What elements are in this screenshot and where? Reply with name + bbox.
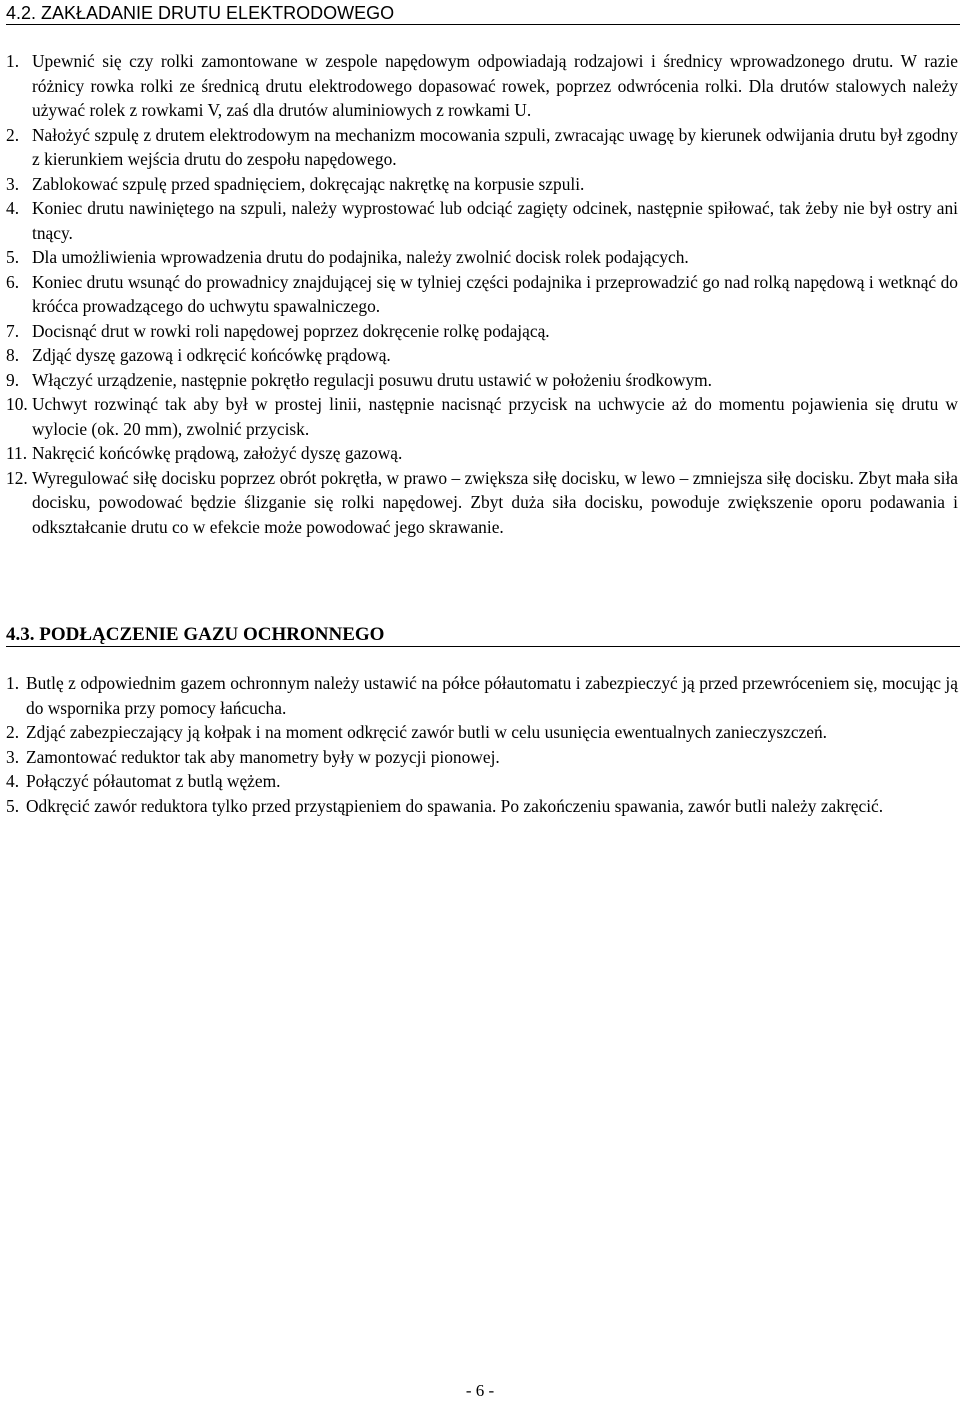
item-number: 12. xyxy=(6,467,28,488)
item-text: Nałożyć szpulę z drutem elektrodowym na mechanizm mocowania szpuli, zwracając uwagę by kierunek odwijania drutu był zgodny z kierunkiem wejścia drutu do zespołu napędowego. xyxy=(32,124,958,169)
item-number: 11. xyxy=(6,443,28,463)
section-title-wire-loading: 4.2. ZAKŁADANIE DRUTU ELEKTRODOWEGO xyxy=(6,2,960,25)
list-item xyxy=(0,671,960,720)
item-text: Upewnić się czy rolki zamontowane w zespole napędowym odpowiadają rodzajowi i średnicy wprowadzonego drutu. W razie różnicy rowka rolki ze średnicą drutu elektrodowego dopasować rowek, poprzez odwrócenia rolki. Dla drutów stalowych należy używać rolek z rowkami V, zaś dla drutów aluminiowych z rowkami U. xyxy=(32,51,958,120)
item-number: 2. xyxy=(6,722,20,742)
list-item xyxy=(0,196,960,245)
item-number: 5. xyxy=(6,247,20,267)
item-text: Butlę z odpowiednim gazem ochronnym należy ustawić na półce półautomatu i zabezpieczyć ją przed przewróceniem się, mocując ją do wspornika przy pomocy łańcucha. xyxy=(26,673,958,718)
item-number: 4. xyxy=(6,771,20,791)
page-number: - 6 - xyxy=(465,1381,495,1400)
item-text: Zablokować szpulę przed spadnięciem, dokręcając nakrętkę na korpusie szpuli. xyxy=(32,173,585,194)
shielding-gas-steps xyxy=(0,671,960,818)
item-text: Koniec drutu nawiniętego na szpuli, należy wyprostować lub odciąć zagięty odcinek, następnie spiłować, tak żeby nie był ostry ani tnący. xyxy=(32,198,958,243)
item-text: Połączyć półautomat z butlą wężem. xyxy=(26,771,281,791)
item-text: Włączyć urządzenie, następnie pokrętło regulacji posuwu drutu ustawić w położeniu środkowym. xyxy=(32,369,712,390)
item-text: Odkręcić zawór reduktora tylko przed przystąpieniem do spawania. Po zakończeniu spawania, zawór butli należy zakręcić. xyxy=(26,795,884,816)
list-item xyxy=(0,720,960,745)
item-text: Docisnąć drut w rowki roli napędowej poprzez dokręcenie rolkę podającą. xyxy=(32,320,550,341)
section-title-shielding-gas: 4.3. PODŁĄCZENIE GAZU OCHRONNEGO xyxy=(6,624,960,647)
item-number: 3. xyxy=(6,746,20,767)
list-item xyxy=(0,319,960,344)
list-item xyxy=(0,441,960,466)
item-number: 5. xyxy=(6,795,20,816)
list-item xyxy=(0,769,960,794)
list-item xyxy=(0,466,960,540)
item-text: Koniec drutu wsunąć do prowadnicy znajdującej się w tylniej części podajnika i przeprowadzić go nad rolką napędową i wetknąć do króćca prowadzącego do uchwytu spawalniczego. xyxy=(32,271,958,316)
item-text: Zdjąć dyszę gazową i odkręcić końcówkę prądową. xyxy=(32,345,391,365)
list-item xyxy=(0,270,960,319)
list-item xyxy=(0,794,960,819)
item-number: 4. xyxy=(6,198,20,218)
item-number: 9. xyxy=(6,369,20,390)
item-number: 3. xyxy=(6,173,20,194)
list-item xyxy=(0,392,960,441)
item-number: 6. xyxy=(6,271,20,292)
item-number: 10. xyxy=(6,394,28,414)
item-number: 2. xyxy=(6,124,20,145)
item-text: Wyregulować siłę docisku poprzez obrót pokrętła, w prawo – zwiększa siłę docisku, w lewo – zmniejsza siłę docisku. Zbyt mała siła docisku, powodować będzie ślizganie się rolki napędowej. Zbyt duża siła docisku, powoduje zwiększenie oporu podawania i odkształcanie drutu co w efekcie może powodować jego skrawanie. xyxy=(32,467,958,537)
list-item xyxy=(0,49,960,123)
list-item xyxy=(0,343,960,368)
item-number: 1. xyxy=(6,673,20,693)
list-item xyxy=(0,368,960,393)
item-text: Zdjąć zabezpieczający ją kołpak i na moment odkręcić zawór butli w celu usunięcia ewentualnych zanieczyszczeń. xyxy=(26,722,828,742)
list-item xyxy=(0,172,960,197)
list-item xyxy=(0,123,960,172)
item-number: 1. xyxy=(6,51,20,71)
item-text: Zamontować reduktor tak aby manometry były w pozycji pionowej. xyxy=(26,746,500,767)
item-number: 8. xyxy=(6,345,20,365)
item-text: Nakręcić końcówkę prądową, założyć dyszę gazową. xyxy=(32,443,403,463)
list-item xyxy=(0,245,960,270)
wire-loading-steps xyxy=(0,49,960,539)
list-item xyxy=(0,745,960,770)
item-text: Dla umożliwienia wprowadzenia drutu do podajnika, należy zwolnić docisk rolek podających. xyxy=(32,247,689,267)
item-number: 7. xyxy=(6,320,20,341)
item-text: Uchwyt rozwinąć tak aby był w prostej linii, następnie nacisnąć przycisk na uchwycie aż do momentu pojawienia się drutu w wylocie (ok. 20 mm), zwolnić przycisk. xyxy=(32,394,958,439)
